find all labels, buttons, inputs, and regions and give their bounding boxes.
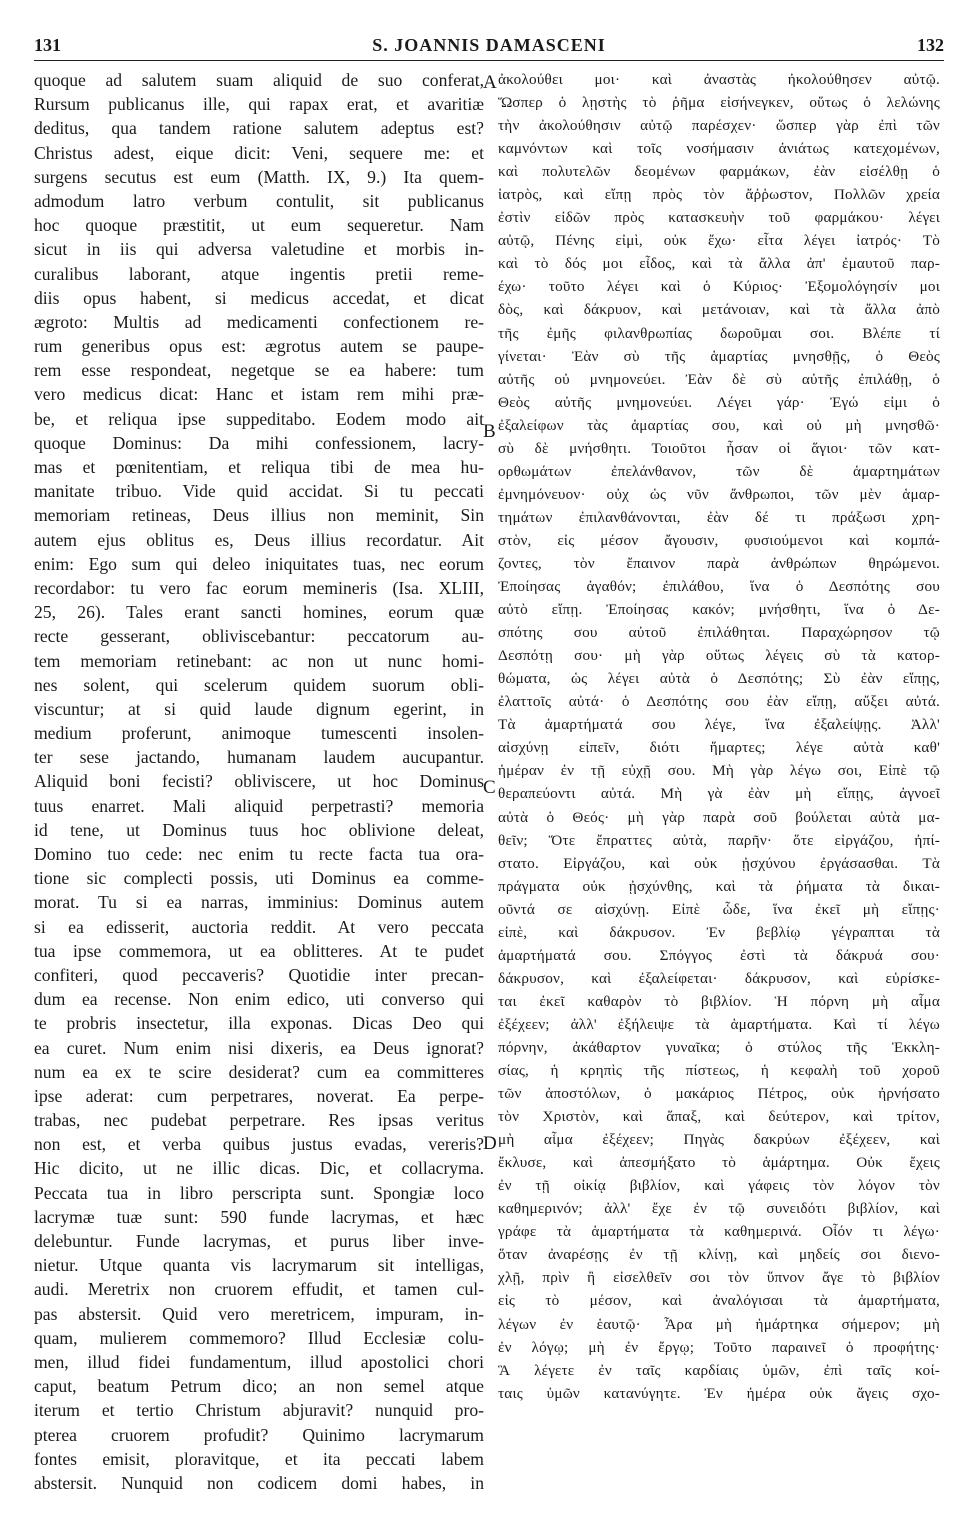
- latin-text-line: recordabor: tu vero fac eorum memineris (Isa. XLIII,: [34, 577, 484, 598]
- greek-text-line: ἐν λόγῳ; μὴ ἐν ἔργῳ; Τοῦτο παραινεῖ ὁ προφήτης·: [498, 1338, 940, 1356]
- greek-text-line: τὸν Χριστὸν, καὶ ἅπαξ, καὶ δεύτερον, καὶ τρίτον,: [498, 1108, 940, 1126]
- greek-text-line: τῶν ἀποστόλων, ὁ μακάριος Πέτρος, οὐκ ἠρνήσατο: [498, 1085, 940, 1103]
- page-number-right: 132: [917, 35, 944, 55]
- latin-text-line: rem esse respondeat, negetque se ea habere: tum: [34, 360, 484, 381]
- latin-text-line: viscuntur; at si quid laude dignum egerint, in: [34, 698, 484, 719]
- latin-text-line: medium proferunt, animoque tumescenti insolen-: [34, 723, 484, 744]
- greek-text-line: Ἐποίησας ἀγαθόν; ἐπιλάθου, ἵνα ὁ Δεσπότης σου: [498, 578, 940, 596]
- latin-text-line: surgens secutus est eum (Matth. IX, 9.) Ita quem-: [34, 166, 484, 187]
- latin-text-line: rum generibus opus est: ægrotus autem se paupe-: [34, 336, 484, 357]
- latin-text-line: tua ipse commemora, ut ea oblitteres. At te pudet: [34, 940, 484, 961]
- latin-text-line: nietur. Utque quanta vis lacrymarum sit intelligas,: [34, 1255, 484, 1276]
- latin-text-line: confiteri, quod peccaveris? Quotidie inter precan-: [34, 964, 484, 985]
- latin-text-line: deditus, qua tandem ratione salutem adeptus est?: [34, 118, 484, 139]
- latin-text-line: audi. Meretrix non cruorem effudit, et tamen cul-: [34, 1279, 484, 1300]
- latin-text-line: caput, beatum Petrum dico; an non semel atque: [34, 1376, 484, 1397]
- latin-text-line: autem ejus oblitus es, Deus illius recordatur. Ait: [34, 529, 484, 550]
- latin-text-line: abstersit. Nunquid non codicem domi habes, in: [34, 1472, 484, 1493]
- latin-text-line: diis opus habent, si medicus accedat, et dicat: [34, 287, 484, 308]
- greek-text-line: γίνεται· Ἐὰν σὺ τῆς ἁμαρτίας μνησθῇς, ὁ Θεὸς: [498, 347, 940, 365]
- greek-text-line: ορθωμάτων ἐπελάνθανον, τῶν δὲ ἁμαρτημάτων: [498, 462, 940, 480]
- greek-text-line: σπότης σου αὐτοῦ ἐπιλάθηται. Παραχώρησον τῷ: [498, 624, 940, 642]
- latin-text-line: hoc quoque præstitit, ut eum sequeretur. Nam: [34, 215, 484, 236]
- greek-text-line: δὸς, καὶ δάκρυον, καὶ μετάνοιαν, καὶ τὰ ἄλλα ἀπὸ: [498, 301, 940, 319]
- greek-text-line: θώματα, ὡς λέγει αὐτὰ ὁ Δεσπότης; Σὺ ἐὰν εἴπῃς,: [498, 670, 940, 688]
- greek-text-line: τῆς ἐμῆς φιλανθρωπίας δωροῦμαι σοι. Βλέπε τί: [498, 324, 940, 342]
- greek-text-line: ἀκολούθει μοι· καὶ ἀναστὰς ἠκολούθησεν αὐτῷ.: [498, 71, 940, 88]
- latin-text-line: Domino tuo cede: nec enim tu recte facta tua ora-: [34, 844, 484, 864]
- greek-text-line: σίας, ἡ κρηπὶς τῆς πίστεως, ἡ κεφαλὴ τοῦ χοροῦ: [498, 1062, 940, 1080]
- greek-text-line: εἰπὲ, καὶ δάκρυσον. Ἐν βεβλίῳ γέγραπται τὰ: [498, 923, 940, 941]
- greek-text-line: λέγων ἐν ἑαυτῷ· Ἆρα μὴ ἡμάρτηκα σήμερον; μὴ: [498, 1315, 940, 1333]
- margin-marker-b: B: [483, 421, 496, 442]
- greek-text-line: ἐν τῇ οἰκίᾳ βιβλίον, καὶ γάφεις τὸν λόγον τὸν: [498, 1177, 940, 1195]
- greek-text-line: θεῖν; Ὅτε ἔπραττες αὐτὰ, παρῆν· ὅτε εἰργάζου, ἠπί-: [498, 831, 940, 849]
- latin-text-line: 25, 26). Tales erant sancti homines, eorum quæ: [34, 602, 484, 623]
- latin-text-line: admodum latro verbum contulit, sit publicanus: [34, 190, 484, 211]
- latin-text-line: Rursum publicanus ille, qui rapax erat, et avaritiæ: [34, 94, 484, 115]
- latin-text-line: Hic dicito, ut ne illic dicas. Dic, et collacryma.: [34, 1158, 484, 1179]
- greek-text-line: στατο. Εἰργάζου, καὶ οὐκ ᾐσχύνου ἐργάσασθαι. Τὰ: [498, 854, 940, 872]
- greek-text-line: αἰσχύνῃ εἰπεῖν, διότι ἥμαρτες; λέγε αὐτὰ καθ': [498, 739, 940, 757]
- latin-text-line: ægroto: Multis ad medicamenti confectionem re-: [34, 311, 484, 332]
- greek-text-line: καθημερινόν; ἀλλ' ἔχε ἐν τῷ συνειδότι βιβλίον, καὶ: [498, 1200, 940, 1218]
- greek-text-line: δάκρυσον, καὶ ἐξαλείφεται· δάκρυσον, καὶ εὑρίσκε-: [498, 969, 940, 987]
- greek-text-line: ἁμαρτήματά σου. Σπόγγος ἐστὶ τὰ δάκρυά σου·: [498, 946, 940, 964]
- greek-text-line: ὅταν ἀναρέσῃς ἐν τῇ κλίνῃ, καὶ μηδείς σοι διενο-: [498, 1246, 940, 1264]
- greek-text-line: αὐτὰ ὁ Θεός· μὴ γὰρ παρὰ σοῦ βούλεται αὐτὰ μα-: [498, 808, 940, 826]
- greek-text-line: οῦντά σε αἰσχύνῃ. Εἰπὲ ὧδε, ἵνα ἐκεῖ μὴ εἴπῃς·: [498, 900, 940, 918]
- greek-text-line: γράφε τὰ ἁμαρτήματα τὰ καθημερινά. Οἷόν τι λέγω·: [498, 1223, 940, 1241]
- page-number-left: 131: [34, 35, 61, 55]
- latin-text-line: dum ea recense. Non enim edico, uti converso qui: [34, 989, 484, 1010]
- greek-text-line: εἰς τὸ μέσον, καὶ ἀναλόγισαι τὰ ἁμαρτήματα,: [498, 1292, 940, 1310]
- greek-text-line: ταις ὑμῶν κατανύγητε. Ἐν ἡμέρα οὐκ ἄγεις σχο-: [498, 1384, 940, 1402]
- latin-text-line: id tene, ut Dominus tuus hoc oblivione deleat,: [34, 819, 484, 840]
- greek-column: [498, 68, 940, 1405]
- latin-text-line: manitate tribuo. Vide quid accidat. Si tu peccati: [34, 481, 484, 502]
- latin-text-line: quam, mulierem commemoro? Illud Ecclesiæ colu-: [34, 1327, 484, 1348]
- greek-text-line: Θεὸς αὐτῆς μνημονεύει. Λέγει γάρ· Ἐγώ εἰμι ὁ: [498, 393, 940, 411]
- greek-text-line: ἐμνημόνευον· οὐχ ὡς νῦν ἄνθρωποι, τῶν μὲν ἁμαρ-: [498, 485, 940, 503]
- latin-text-line: delebuntur. Funde lacrymas, et purus liber inve-: [34, 1231, 484, 1251]
- latin-text-line: Aliquid boni fecisti? obliviscere, ut hoc Dominus: [34, 771, 484, 792]
- margin-marker-d: D: [483, 1133, 497, 1154]
- greek-text-line: ἐξέχεεν; ἀλλ' ἐξήλειψε τὰ ἁμαρτήματα. Καὶ τί λέγω: [498, 1015, 940, 1033]
- greek-text-line: καμνόντων καὶ τοῖς νοσήμασιν ἀνιάτως κατεχομένων,: [498, 140, 940, 158]
- latin-text-line: Peccata tua in libro perscripta sunt. Spongiæ loco: [34, 1182, 484, 1203]
- latin-text-line: ipse aderat: cum perpetrares, noverat. Ea perpe-: [34, 1085, 484, 1106]
- latin-text-line: pas abstersit. Quid vero meretricem, impuram, in-: [34, 1303, 484, 1324]
- latin-text-line: fontes emisit, ploravitque, et ita peccati labem: [34, 1448, 484, 1469]
- greek-text-line: ζοντες, τὸν ἔπαινον παρὰ ἀνθρώπων θηρώμενοι.: [498, 554, 940, 572]
- greek-text-line: ἐλαττοῖς αὐτά· ὁ Δεσπότης σου ἐὰν εἴπῃ, αὔξει αὐτά.: [498, 693, 940, 711]
- greek-text-line: Δεσπότῃ σου· μὴ γὰρ οὕτως λέγεις σὺ τὰ κατορ-: [498, 647, 940, 665]
- greek-text-line: αὐτὸ εἴπῃ. Ἐποίησας κακόν; μνήσθητι, ἵνα ὁ Δε-: [498, 601, 940, 619]
- latin-text-line: vero medicus dicat: Hanc et istam rem mihi præ-: [34, 384, 484, 405]
- margin-marker-a: A: [483, 72, 497, 93]
- latin-text-line: Christus adest, eique dicit: Veni, sequere me: et: [34, 142, 484, 163]
- latin-text-line: iterum et tertio Christum abjuravit? nunquid pro-: [34, 1400, 484, 1421]
- greek-text-line: πράγματα οὐκ ᾐσχύνθης, καὶ τὰ ῥήματα τὰ δικαι-: [498, 877, 940, 895]
- greek-text-line: Ἃ λέγετε ἐν ταῖς καρδίαις ὑμῶν, ἐπὶ ταῖς κοί-: [498, 1361, 940, 1379]
- greek-text-line: ἐστὶν εἰδῶν πρὸς κατασκευὴν τοῦ φαρμάκου· λέγει: [498, 209, 940, 227]
- latin-text-line: ter sese jactando, humanam laudem aucupantur.: [34, 747, 484, 768]
- latin-text-line: ea curet. Num enim nisi dixeris, ea Deus ignorat?: [34, 1037, 484, 1058]
- latin-text-line: memoriam retineas, Deus illius non meminit, Sin: [34, 505, 484, 526]
- latin-text-line: morat. Tu si ea narras, imminius: Dominus autem: [34, 892, 484, 913]
- latin-text-line: curalibus laborant, atque ingentis pretii reme-: [34, 263, 484, 284]
- greek-text-line: αὐτῷ, Πένης εἰμὶ, οὐκ ἔχω· εἶτα λέγει ἰατρός· Τὸ: [498, 232, 940, 250]
- latin-text-line: be, et reliqua ipse suppeditabo. Eodem modo ait: [34, 408, 484, 429]
- greek-text-line: ἔκλυσε, καὶ ἀπεσμήξατο τὸ ἁμάρτημα. Οὐκ ἔχεις: [498, 1154, 940, 1172]
- latin-text-line: tione sic complecti possis, uti Dominus ea comme-: [34, 868, 484, 889]
- greek-text-line: ται ἐκεῖ καθαρὸν τὸ βιβλίον. Ἡ πόρνη μὴ αἷμα: [498, 992, 940, 1010]
- latin-text-line: tem memoriam retinebant: ac non ut nunc homi-: [34, 650, 484, 671]
- running-title: S. JOANNIS DAMASCENI: [372, 35, 606, 55]
- greek-text-line: αὐτῆς οὐ μνημονεύει. Ἐὰν δὲ σὺ αὐτῆς ἐπιλάθῃ, ὁ: [498, 370, 940, 388]
- latin-text-line: men, illud fidei fundamentum, illud apostolici chori: [34, 1351, 484, 1372]
- greek-text-line: Τὰ ἁμαρτήματά σου λέγε, ἵνα ἐξαλείψῃς. Ἀλλ': [498, 716, 940, 734]
- greek-text-line: τημάτων ἐπιλανθάνονται, ἐὰν δέ τι πράξωσι χρη-: [498, 508, 940, 526]
- latin-text-line: enim: Ego sum qui deleo iniquitates tuas, nec eorum: [34, 553, 484, 574]
- latin-text-line: nes solent, qui scelerum quidem suorum obli-: [34, 674, 484, 695]
- greek-text-line: καὶ τὸ δός μοι εἶδος, καὶ τὰ ἄλλα ἀπ' ἐμαυτοῦ παρ-: [498, 255, 940, 273]
- greek-text-line: τὴν ἀκολούθησιν αὐτῷ παρέσχεν· ὥσπερ γὰρ ἐπὶ τῶν: [498, 117, 940, 135]
- latin-text-line: pterea cruorem profudit? Quinimo lacrymarum: [34, 1424, 484, 1445]
- greek-text-line: Ὥσπερ ὁ λῃστὴς τὸ ῥῆμα εἰσήνεγκεν, οὕτως ὁ λελώνης: [498, 94, 940, 112]
- greek-text-line: καὶ πολυτελῶν δεομένων φαρμάκων, ἐὰν εἰσέλθῃ ὁ: [498, 163, 940, 181]
- latin-text-line: quoque ad salutem suam aliquid de suo conferat,: [34, 70, 484, 90]
- greek-text-line: ἰατρὸς, καὶ εἴπῃ πρὸς τὸν ἄῤῥωστον, Πολλῶν χρεία: [498, 186, 940, 204]
- margin-marker-c: C: [483, 777, 496, 798]
- latin-text-line: quoque Dominus: Da mihi confessionem, lacry-: [34, 432, 484, 453]
- greek-text-line: πόρνην, ἀκάθαρτον γυναῖκα; ὁ στύλος τῆς Ἐκκλη-: [498, 1038, 940, 1056]
- greek-text-line: ἡμέραν ἐν τῇ εὐχῇ σου. Μὴ γὰρ λέγω σοι, Εἰπὲ τῷ: [498, 762, 940, 780]
- latin-text-line: num ea ex te scire desiderat? cum ea committeres: [34, 1061, 484, 1082]
- latin-text-line: trabas, nec pudebat perpetrare. Res ipsas veritus: [34, 1110, 484, 1131]
- greek-text-line: μὴ αἷμα ἐξέχεεν; Πηγὰς δακρύων ἐξέχεεν, καὶ: [498, 1131, 940, 1149]
- latin-text-line: non est, et verba quibus justus evadas, vereris?: [34, 1134, 484, 1155]
- greek-text-line: ἐξαλείφων τὰς ἁμαρτίας σου, καὶ οὐ μὴ μνησθῶ·: [498, 416, 940, 434]
- latin-text-line: tuus enarret. Mali aliquid perpetrasti? memoria: [34, 795, 484, 816]
- greek-text-line: στὸν, εἰς μέσον ἄγουσιν, φυσιούμενοι καὶ κομπά-: [498, 531, 940, 549]
- latin-text-line: te probris insectetur, illa exponas. Dicas Deo qui: [34, 1013, 484, 1034]
- latin-text-line: sicut in iis qui adversa valetudine et morbis in-: [34, 239, 484, 260]
- greek-text-line: θεραπεύοντι αὐτά. Μὴ γὰ ἐὰν μὴ εἴπῃς, ἀγνοεῖ: [498, 785, 940, 803]
- latin-text-line: mas et pœnitentiam, et reliqua tibi de mea hu-: [34, 457, 484, 477]
- latin-text-line: recte gesserant, obliviscebantur: peccatorum au-: [34, 626, 484, 647]
- greek-text-line: σὺ δὲ μνήσθητι. Τοιοῦτοι ἦσαν οἱ ἅγιοι· τῶν κατ-: [498, 439, 940, 457]
- greek-text-line: έχω· τοῦτο λέγει καὶ ὁ Κύριος· Ἐξομολόγησίν μοι: [498, 278, 940, 296]
- greek-text-line: χλῇ, πρὶν ἢ εἰσελθεῖν σοι τὸν ὕπνον ἄγε τὸ βιβλίον: [498, 1269, 940, 1287]
- latin-text-line: lacrymæ tuæ sunt: 590 funde lacrymas, et hæc: [34, 1206, 484, 1227]
- page-header: [34, 34, 944, 61]
- latin-column: [34, 68, 484, 1495]
- latin-text-line: si ea edisserit, auctoria reddit. At vero peccata: [34, 916, 484, 937]
